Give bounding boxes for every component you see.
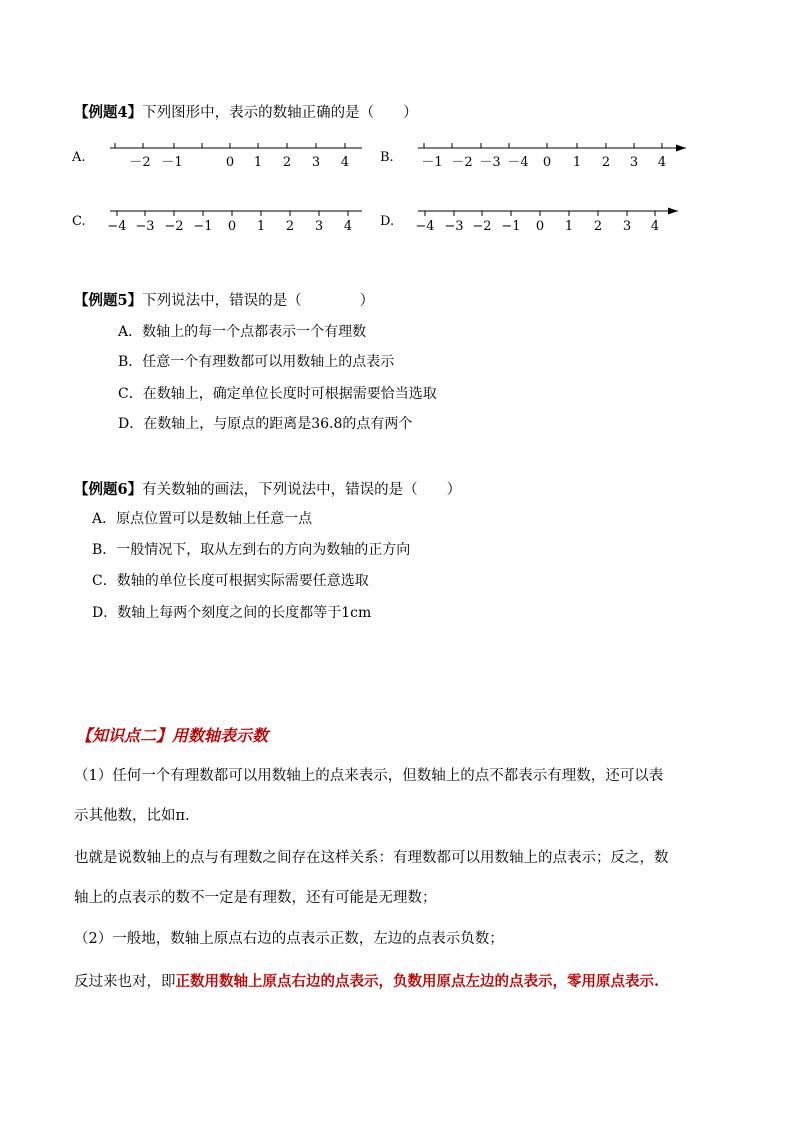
knowledge2-p1-line1: （1）任何一个有理数都可以用数轴上的点来表示，但数轴上的点不都表示有理数，还可以表: [74, 768, 664, 784]
axis-tick-label: 4: [657, 155, 667, 170]
axis-tick-label: 0: [225, 155, 235, 170]
axis-tick-label: 3: [629, 155, 639, 170]
ex6-option-d: D．数轴上每两个刻度之间的长度都等于1cm: [92, 605, 372, 621]
axis-tick-label: −2: [164, 219, 184, 234]
knowledge2-p2-line2: 轴上的点表示的数不一定是有理数，还有可能是无理数；: [74, 890, 437, 906]
knowledge2-p4-emphasis: 正数用数轴上原点右边的点表示，负数用原点左边的点表示，零用原点表示.: [175, 973, 660, 990]
example4-label: 【例题4】: [74, 104, 143, 121]
knowledge2-p2-line1: 也就是说数轴上的点与有理数之间存在这样关系：有理数都可以用数轴上的点表示；反之，数: [74, 850, 669, 866]
axis-arrow-icon: [668, 208, 678, 215]
axis-tick-label: −4: [415, 219, 435, 234]
axis-tick-label: 3: [622, 219, 632, 234]
ex6-option-c: C．数轴的单位长度可根据实际需要任意选取: [92, 573, 369, 589]
example6-text: 有关数轴的画法，下列说法中，错误的是（ ）: [142, 482, 462, 498]
axis-tick-label: －2: [451, 155, 473, 170]
ex5-option-b: B．任意一个有理数都可以用数轴上的点表示: [118, 354, 395, 370]
knowledge2-p1-line2: 示其他数，比如π.: [74, 808, 190, 824]
axis-tick-label: 0: [227, 219, 237, 234]
axis-tick-label: 3: [311, 155, 321, 170]
axis-tick-label: 4: [343, 219, 353, 234]
knowledge2-p3: （2）一般地，数轴上原点右边的点表示正数，左边的点表示负数；: [74, 931, 504, 947]
knowledge2-p4-plain: 反过来也对，即: [74, 974, 176, 990]
axis-tick-label: 1: [256, 219, 266, 234]
example5-label: 【例题5】: [74, 292, 143, 309]
ex4-option-a-letter: A.: [72, 150, 86, 165]
example4-text: 下列图形中，表示的数轴正确的是（ ）: [142, 105, 418, 121]
axis-tick-label: −1: [193, 219, 213, 234]
axis-tick-label: 3: [314, 219, 324, 234]
ex6-option-a: A．原点位置可以是数轴上任意一点: [92, 511, 313, 527]
example6-question: [74, 478, 461, 499]
axis-tick-label: 2: [285, 219, 295, 234]
axis-tick-label: 2: [282, 155, 292, 170]
axis-tick-label: 4: [340, 155, 350, 170]
axis-tick-label: －4: [507, 155, 529, 170]
axis-tick-label: −4: [107, 219, 127, 234]
axis-tick-label: 1: [253, 155, 263, 170]
example5-text: 下列说法中，错误的是（ ）: [142, 293, 375, 309]
axis-tick-label: －2: [129, 155, 151, 170]
axis-tick-label: －3: [479, 155, 501, 170]
ex4-option-b-letter: B.: [380, 150, 394, 165]
ex5-option-a: A．数轴上的每一个点都表示一个有理数: [118, 324, 367, 340]
axis-tick-label: 1: [572, 155, 582, 170]
ex4-option-c-letter: C.: [72, 214, 86, 229]
axis-tick-label: 2: [593, 219, 603, 234]
axis-tick-label: 0: [542, 155, 552, 170]
knowledge2-heading: 【知识点二】用数轴表示数: [76, 726, 269, 745]
axis-tick-label: 0: [535, 219, 545, 234]
axis-tick-label: −3: [444, 219, 464, 234]
axis-tick-label: −1: [501, 219, 521, 234]
example5-question: [74, 289, 374, 310]
ex6-option-b: B．一般情况下，取从左到右的方向为数轴的正方向: [92, 542, 411, 558]
axis-tick-label: 1: [564, 219, 574, 234]
axis-tick-label: －1: [421, 155, 443, 170]
ex5-option-d: D．在数轴上，与原点的距离是36.8的点有两个: [118, 416, 413, 432]
ex4-option-d-letter: D.: [380, 214, 395, 229]
ex5-option-c: C．在数轴上，确定单位长度时可根据需要恰当选取: [118, 386, 437, 402]
axis-tick-label: 2: [601, 155, 611, 170]
axis-tick-label: −2: [472, 219, 492, 234]
example6-label: 【例题6】: [74, 481, 143, 498]
axis-tick-label: －1: [161, 155, 183, 170]
axis-tick-label: −3: [135, 219, 155, 234]
axis-tick-label: 4: [650, 219, 660, 234]
knowledge2-p4: [74, 970, 659, 991]
